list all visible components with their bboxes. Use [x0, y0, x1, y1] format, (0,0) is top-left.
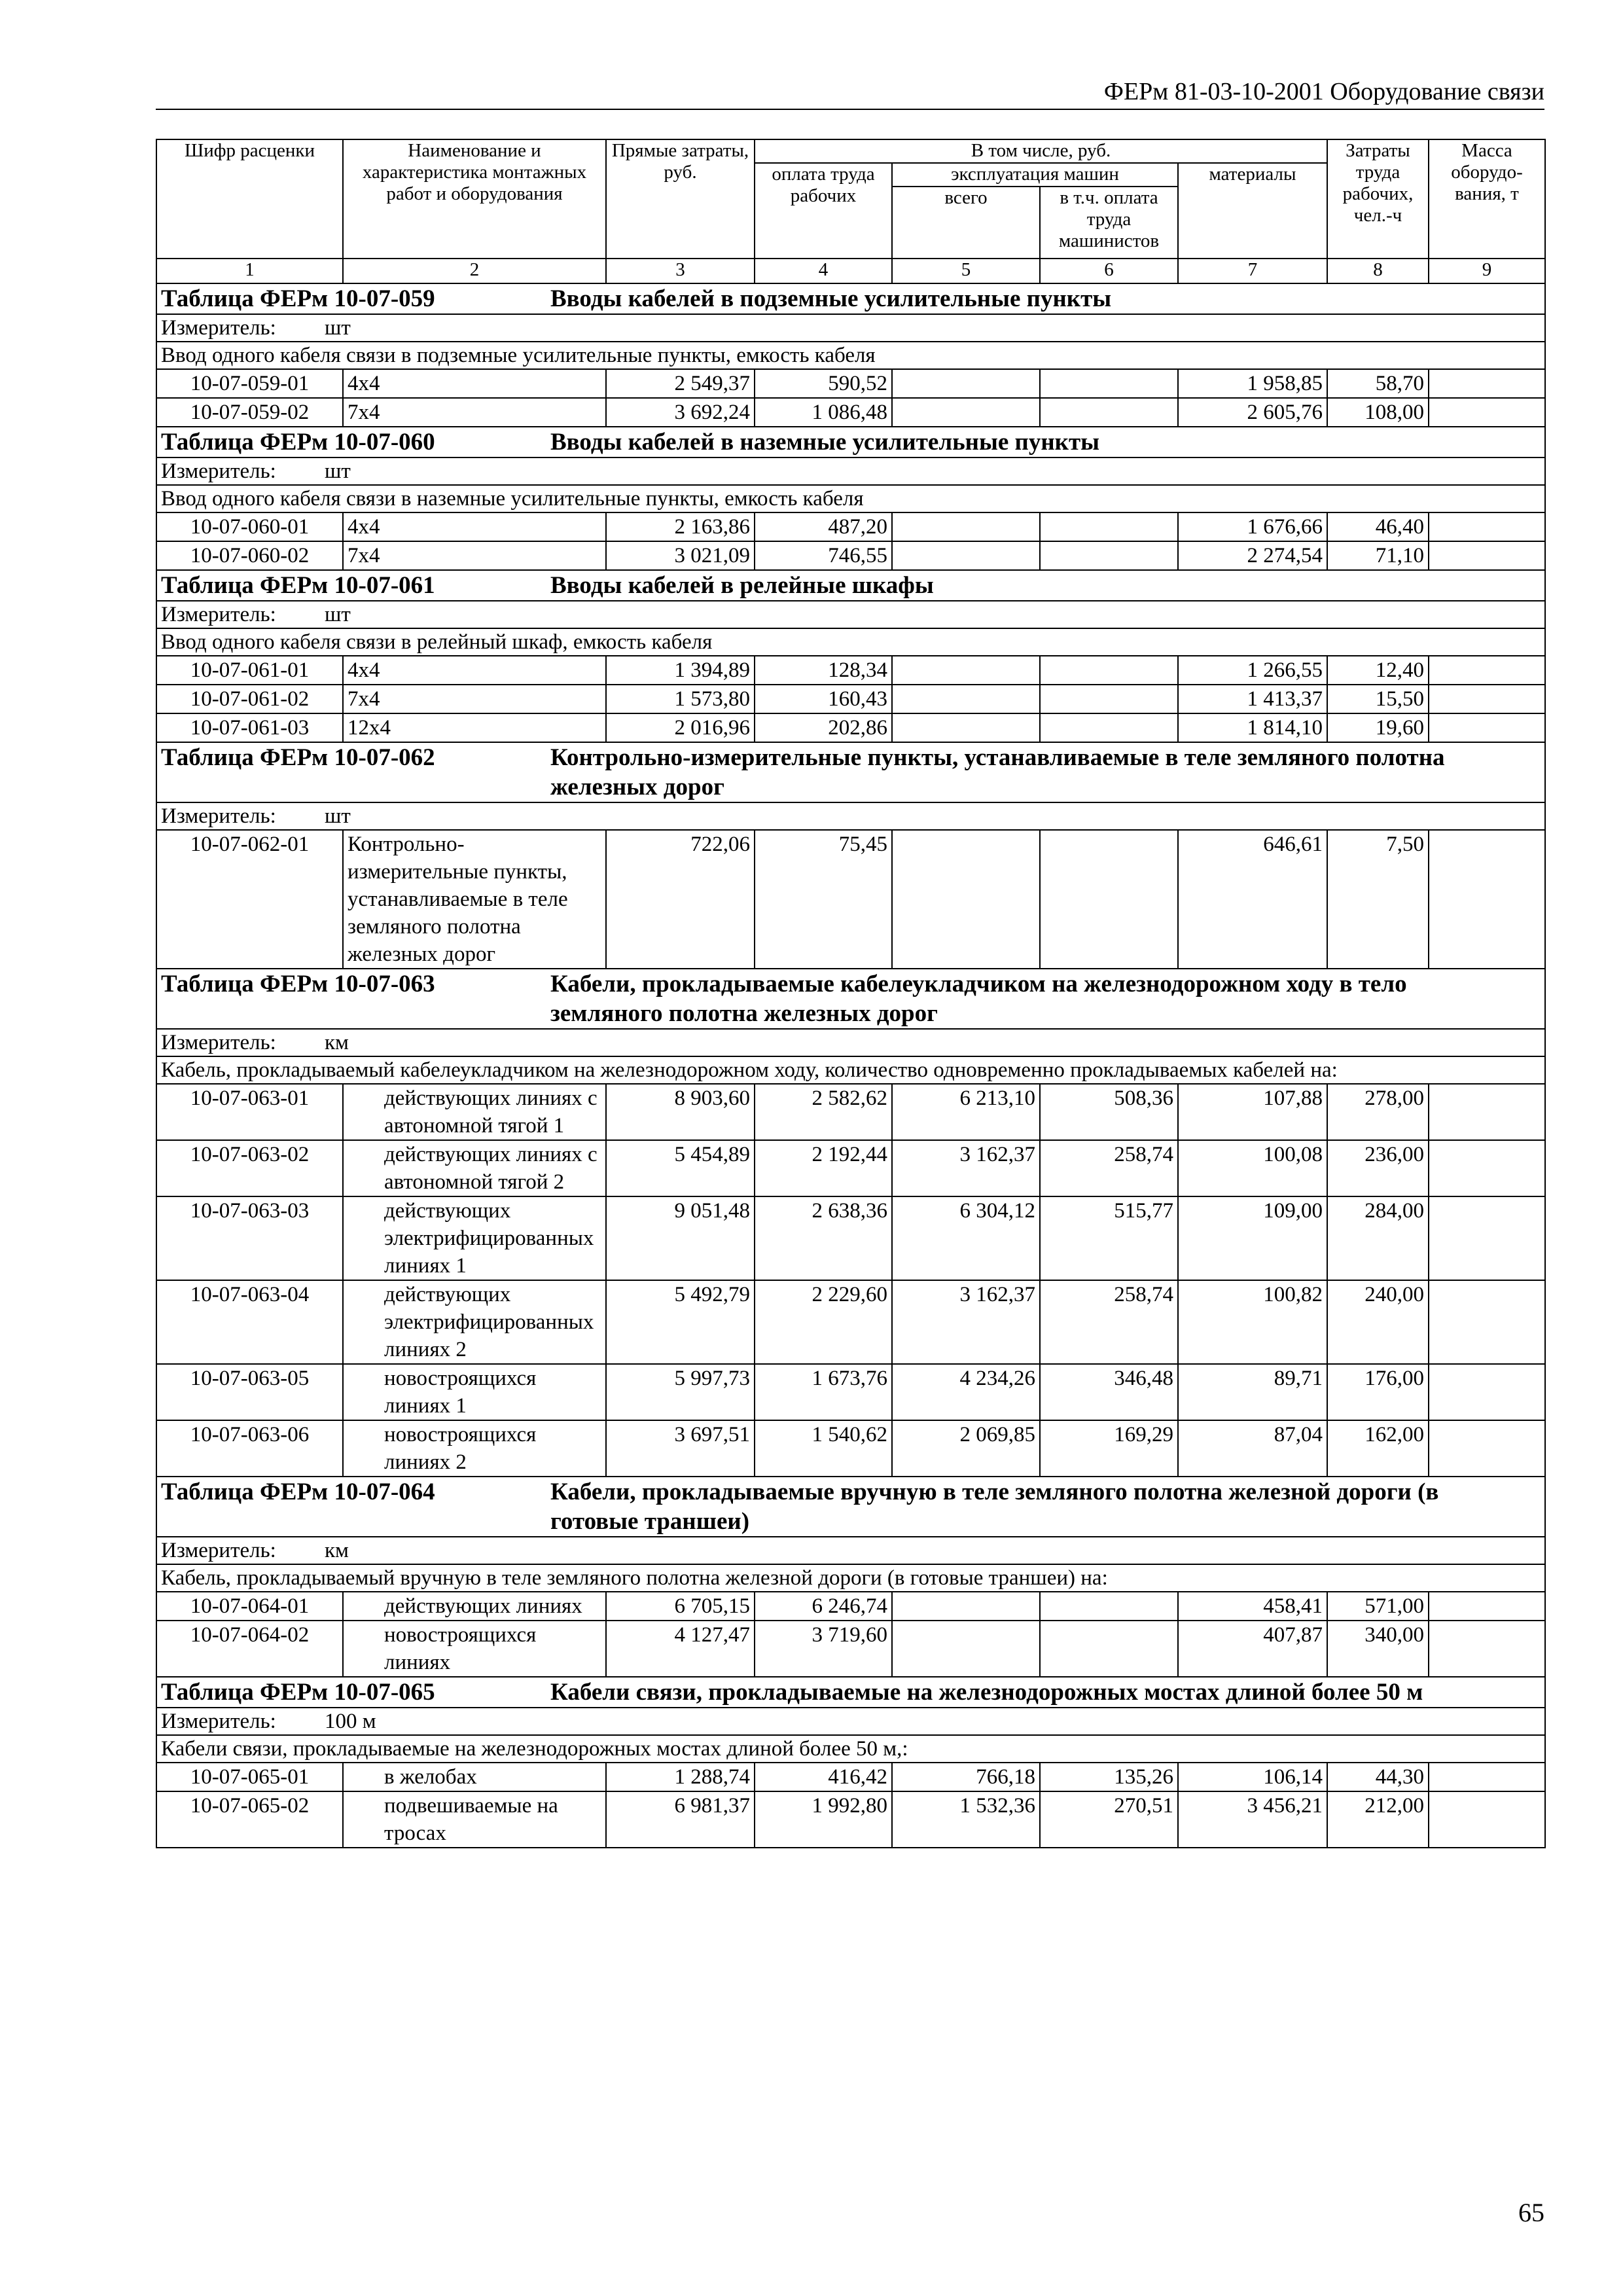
row-code: 10-07-064-01: [156, 1592, 343, 1621]
row-materials: 1 266,55: [1178, 656, 1327, 685]
table-code: Таблица ФЕРм 10-07-063: [161, 971, 435, 997]
row-direct-cost: 3 021,09: [606, 541, 755, 570]
row-labor-pay: 160,43: [755, 685, 892, 713]
row-machinist-pay: 515,77: [1040, 1196, 1178, 1280]
table-title: Контрольно-измерительные пункты, устанавливаемые в теле земляного полотна железных дорог: [550, 744, 1445, 800]
column-number: 3: [606, 259, 755, 283]
row-machinist-pay: 169,29: [1040, 1420, 1178, 1477]
table-row: [156, 1763, 1545, 1791]
row-labor-pay: 1 992,80: [755, 1791, 892, 1848]
table-title: Кабели связи, прокладываемые на железнодорожных мостах длиной более 50 м: [550, 1679, 1423, 1706]
row-mass: [1429, 656, 1545, 685]
table-row: [156, 685, 1545, 713]
table-description: Кабели связи, прокладываемые на железнодорожных мостах длиной более 50 м,:: [156, 1735, 1545, 1763]
col-incl-header: В том числе, руб.: [755, 139, 1327, 163]
row-machines-total: 3 162,37: [892, 1140, 1040, 1196]
row-machinist-pay: [1040, 541, 1178, 570]
row-name: новостроящихся линиях: [343, 1621, 606, 1677]
col-labor-cost-header: Затраты труда рабочих, чел.-ч: [1327, 139, 1429, 259]
row-labor-pay: 2 229,60: [755, 1280, 892, 1364]
row-direct-cost: 2 163,86: [606, 512, 755, 541]
row-labor-hours: 15,50: [1327, 685, 1429, 713]
row-name: действующих линиях с автономной тягой 1: [343, 1084, 606, 1140]
row-machinist-pay: 508,36: [1040, 1084, 1178, 1140]
meter-label: Измеритель:: [161, 316, 276, 340]
row-machines-total: 1 532,36: [892, 1791, 1040, 1848]
row-labor-hours: 284,00: [1327, 1196, 1429, 1280]
table-row: [156, 369, 1545, 398]
rates-table: [156, 139, 1546, 1848]
row-labor-hours: 176,00: [1327, 1364, 1429, 1420]
row-name: новостроящихся линиях 1: [343, 1364, 606, 1420]
table-row: [156, 830, 1545, 969]
row-code: 10-07-061-03: [156, 713, 343, 742]
row-labor-hours: 71,10: [1327, 541, 1429, 570]
description-row: [156, 485, 1545, 512]
meter-unit: 100 м: [325, 1710, 376, 1733]
table-row: [156, 541, 1545, 570]
row-materials: 646,61: [1178, 830, 1327, 969]
row-mass: [1429, 1084, 1545, 1140]
row-materials: 87,04: [1178, 1420, 1327, 1477]
row-machines-total: 3 162,37: [892, 1280, 1040, 1364]
row-labor-pay: 75,45: [755, 830, 892, 969]
row-labor-pay: 416,42: [755, 1763, 892, 1791]
table-row: [156, 1420, 1545, 1477]
row-direct-cost: 8 903,60: [606, 1084, 755, 1140]
table-title: Кабели, прокладываемые вручную в теле земляного полотна железной дороги (в готовые траншеи): [550, 1479, 1439, 1535]
column-number: 8: [1327, 259, 1429, 283]
row-machines-total: [892, 369, 1040, 398]
table-code: Таблица ФЕРм 10-07-064: [161, 1479, 435, 1505]
row-mass: [1429, 1763, 1545, 1791]
table-title-row: [156, 427, 1545, 457]
row-labor-hours: 44,30: [1327, 1763, 1429, 1791]
table-row: [156, 512, 1545, 541]
row-name: действующих линиях с автономной тягой 2: [343, 1140, 606, 1196]
column-numbers-row: [156, 259, 1545, 283]
row-machines-total: [892, 656, 1040, 685]
meter-row: [156, 314, 1545, 342]
row-direct-cost: 3 692,24: [606, 398, 755, 427]
table-row: [156, 1364, 1545, 1420]
meter-unit: шт: [325, 459, 351, 483]
row-materials: 3 456,21: [1178, 1791, 1327, 1848]
row-labor-pay: 2 582,62: [755, 1084, 892, 1140]
table-title-row: [156, 283, 1545, 314]
table-row: [156, 1140, 1545, 1196]
row-mass: [1429, 1592, 1545, 1621]
column-number: 5: [892, 259, 1040, 283]
row-direct-cost: 5 997,73: [606, 1364, 755, 1420]
row-labor-pay: 2 638,36: [755, 1196, 892, 1280]
table-row: [156, 713, 1545, 742]
table-title-row: [156, 570, 1545, 601]
row-labor-pay: 2 192,44: [755, 1140, 892, 1196]
row-code: 10-07-064-02: [156, 1621, 343, 1677]
row-direct-cost: 2 016,96: [606, 713, 755, 742]
meter-label: Измеритель:: [161, 1031, 276, 1054]
table-description: Кабель, прокладываемый вручную в теле земляного полотна железной дороги (в готовые траншеи) на:: [156, 1564, 1545, 1592]
row-materials: 2 274,54: [1178, 541, 1327, 570]
column-number: 1: [156, 259, 343, 283]
row-materials: 100,08: [1178, 1140, 1327, 1196]
meter-unit: км: [325, 1539, 349, 1562]
table-code: Таблица ФЕРм 10-07-061: [161, 572, 435, 599]
meter-unit: км: [325, 1031, 349, 1054]
row-name: в желобах: [343, 1763, 606, 1791]
row-direct-cost: 1 573,80: [606, 685, 755, 713]
table-row: [156, 398, 1545, 427]
row-machinist-pay: [1040, 685, 1178, 713]
description-row: [156, 1564, 1545, 1592]
row-labor-pay: 202,86: [755, 713, 892, 742]
row-machines-total: [892, 512, 1040, 541]
row-name: 12x4: [343, 713, 606, 742]
row-mass: [1429, 685, 1545, 713]
meter-unit: шт: [325, 603, 351, 626]
row-machinist-pay: 258,74: [1040, 1140, 1178, 1196]
table-description: Кабель, прокладываемый кабелеукладчиком на железнодорожном ходу, количество одновременно прокладываемых кабелей на:: [156, 1056, 1545, 1084]
row-mass: [1429, 1140, 1545, 1196]
row-code: 10-07-060-02: [156, 541, 343, 570]
row-materials: 407,87: [1178, 1621, 1327, 1677]
row-machines-total: 4 234,26: [892, 1364, 1040, 1420]
row-code: 10-07-065-01: [156, 1763, 343, 1791]
row-labor-pay: 3 719,60: [755, 1621, 892, 1677]
row-name: действующих линиях: [343, 1592, 606, 1621]
row-mass: [1429, 1791, 1545, 1848]
row-mass: [1429, 541, 1545, 570]
row-direct-cost: 4 127,47: [606, 1621, 755, 1677]
row-name: действующих электрифицированных линиях 1: [343, 1196, 606, 1280]
row-mass: [1429, 398, 1545, 427]
col-machines-header: эксплуатация машин: [892, 163, 1178, 187]
meter-row: [156, 457, 1545, 485]
table-title-row: [156, 1477, 1545, 1537]
column-number: 6: [1040, 259, 1178, 283]
table-description: Ввод одного кабеля связи в наземные усилительные пункты, емкость кабеля: [156, 485, 1545, 512]
meter-row: [156, 1708, 1545, 1735]
row-mass: [1429, 713, 1545, 742]
row-labor-hours: 58,70: [1327, 369, 1429, 398]
row-direct-cost: 6 981,37: [606, 1791, 755, 1848]
row-machines-total: 766,18: [892, 1763, 1040, 1791]
col-machines-total-header: всего: [892, 187, 1040, 259]
row-code: 10-07-063-03: [156, 1196, 343, 1280]
row-name: 4x4: [343, 656, 606, 685]
row-code: 10-07-061-01: [156, 656, 343, 685]
row-materials: 89,71: [1178, 1364, 1327, 1420]
row-machines-total: [892, 398, 1040, 427]
row-machinist-pay: 346,48: [1040, 1364, 1178, 1420]
meter-unit: шт: [325, 316, 351, 340]
table-row: [156, 1592, 1545, 1621]
row-name: 4x4: [343, 512, 606, 541]
meter-row: [156, 1537, 1545, 1564]
row-machinist-pay: [1040, 1621, 1178, 1677]
row-labor-pay: 590,52: [755, 369, 892, 398]
row-machines-total: 6 213,10: [892, 1084, 1040, 1140]
row-materials: 1 814,10: [1178, 713, 1327, 742]
column-number: 9: [1429, 259, 1545, 283]
row-machinist-pay: 258,74: [1040, 1280, 1178, 1364]
row-name: действующих электрифицированных линиях 2: [343, 1280, 606, 1364]
row-direct-cost: 5 454,89: [606, 1140, 755, 1196]
row-labor-hours: 278,00: [1327, 1084, 1429, 1140]
row-materials: 2 605,76: [1178, 398, 1327, 427]
row-labor-pay: 1 540,62: [755, 1420, 892, 1477]
row-direct-cost: 5 492,79: [606, 1280, 755, 1364]
header-rule: [156, 109, 1544, 110]
table-description: Ввод одного кабеля связи в подземные усилительные пункты, емкость кабеля: [156, 342, 1545, 369]
row-mass: [1429, 369, 1545, 398]
row-materials: 100,82: [1178, 1280, 1327, 1364]
row-machines-total: 6 304,12: [892, 1196, 1040, 1280]
row-code: 10-07-059-01: [156, 369, 343, 398]
row-direct-cost: 3 697,51: [606, 1420, 755, 1477]
row-direct-cost: 2 549,37: [606, 369, 755, 398]
row-machinist-pay: [1040, 656, 1178, 685]
row-mass: [1429, 512, 1545, 541]
row-labor-pay: 128,34: [755, 656, 892, 685]
page-number: 65: [1518, 2198, 1544, 2227]
row-labor-hours: 19,60: [1327, 713, 1429, 742]
row-labor-hours: 571,00: [1327, 1592, 1429, 1621]
description-row: [156, 1056, 1545, 1084]
row-code: 10-07-059-02: [156, 398, 343, 427]
row-name: 7x4: [343, 541, 606, 570]
running-header: ФЕРм 81-03-10-2001 Оборудование связи: [1103, 78, 1544, 105]
row-code: 10-07-063-04: [156, 1280, 343, 1364]
row-materials: 1 958,85: [1178, 369, 1327, 398]
table-title-row: [156, 969, 1545, 1029]
row-labor-hours: 236,00: [1327, 1140, 1429, 1196]
description-row: [156, 1735, 1545, 1763]
row-direct-cost: 6 705,15: [606, 1592, 755, 1621]
row-code: 10-07-063-06: [156, 1420, 343, 1477]
row-name: 7x4: [343, 398, 606, 427]
table-title: Кабели, прокладываемые кабелеукладчиком на железнодорожном ходу в тело земляного полотна железных дорог: [550, 971, 1407, 1027]
row-materials: 1 413,37: [1178, 685, 1327, 713]
row-mass: [1429, 1364, 1545, 1420]
description-row: [156, 628, 1545, 656]
column-number: 7: [1178, 259, 1327, 283]
row-labor-hours: 240,00: [1327, 1280, 1429, 1364]
row-labor-hours: 162,00: [1327, 1420, 1429, 1477]
row-labor-pay: 6 246,74: [755, 1592, 892, 1621]
table-body: [156, 283, 1545, 1848]
meter-label: Измеритель:: [161, 1710, 276, 1733]
row-machinist-pay: [1040, 713, 1178, 742]
row-labor-pay: 1 673,76: [755, 1364, 892, 1420]
row-machines-total: [892, 541, 1040, 570]
row-code: 10-07-063-02: [156, 1140, 343, 1196]
row-name: 4x4: [343, 369, 606, 398]
row-machines-total: [892, 685, 1040, 713]
table-code: Таблица ФЕРм 10-07-065: [161, 1679, 435, 1706]
row-machinist-pay: 270,51: [1040, 1791, 1178, 1848]
table-row: [156, 1084, 1545, 1140]
row-name: Контрольно-измерительные пункты, устанавливаемые в теле земляного полотна железных дорог: [343, 830, 606, 969]
meter-label: Измеритель:: [161, 603, 276, 626]
row-machinist-pay: [1040, 398, 1178, 427]
meter-label: Измеритель:: [161, 459, 276, 483]
row-direct-cost: 1 394,89: [606, 656, 755, 685]
col-mass-header: Масса оборудо-вания, т: [1429, 139, 1545, 259]
row-code: 10-07-062-01: [156, 830, 343, 969]
row-direct-cost: 1 288,74: [606, 1763, 755, 1791]
table-row: [156, 1196, 1545, 1280]
table-row: [156, 1791, 1545, 1848]
row-labor-hours: 7,50: [1327, 830, 1429, 969]
row-machines-total: [892, 830, 1040, 969]
row-machines-total: [892, 1592, 1040, 1621]
row-machines-total: [892, 1621, 1040, 1677]
row-labor-hours: 212,00: [1327, 1791, 1429, 1848]
table-title: Вводы кабелей в подземные усилительные пункты: [550, 285, 1112, 312]
row-code: 10-07-060-01: [156, 512, 343, 541]
column-number: 2: [343, 259, 606, 283]
row-code: 10-07-061-02: [156, 685, 343, 713]
row-code: 10-07-065-02: [156, 1791, 343, 1848]
row-materials: 106,14: [1178, 1763, 1327, 1791]
row-labor-pay: 746,55: [755, 541, 892, 570]
table-code: Таблица ФЕРм 10-07-060: [161, 429, 435, 456]
row-direct-cost: 9 051,48: [606, 1196, 755, 1280]
row-machinist-pay: [1040, 830, 1178, 969]
table-description: Ввод одного кабеля связи в релейный шкаф, емкость кабеля: [156, 628, 1545, 656]
table-row: [156, 656, 1545, 685]
table-title-row: [156, 742, 1545, 802]
row-mass: [1429, 1420, 1545, 1477]
row-labor-hours: 340,00: [1327, 1621, 1429, 1677]
description-row: [156, 342, 1545, 369]
col-code-header: Шифр расценки: [156, 139, 343, 259]
table-row: [156, 1280, 1545, 1364]
meter-label: Измеритель:: [161, 1539, 276, 1562]
row-machines-total: [892, 713, 1040, 742]
row-machines-total: 2 069,85: [892, 1420, 1040, 1477]
row-name: 7x4: [343, 685, 606, 713]
row-direct-cost: 722,06: [606, 830, 755, 969]
row-code: 10-07-063-01: [156, 1084, 343, 1140]
row-machinist-pay: [1040, 1592, 1178, 1621]
table-code: Таблица ФЕРм 10-07-059: [161, 285, 435, 312]
row-machinist-pay: [1040, 512, 1178, 541]
row-materials: 458,41: [1178, 1592, 1327, 1621]
col-machinist-pay-header: в т.ч. оплата труда машинистов: [1040, 187, 1178, 259]
col-labor-pay-header: оплата труда рабочих: [755, 163, 892, 259]
row-labor-hours: 46,40: [1327, 512, 1429, 541]
row-labor-pay: 487,20: [755, 512, 892, 541]
row-machinist-pay: [1040, 369, 1178, 398]
row-name: подвешиваемые на тросах: [343, 1791, 606, 1848]
row-materials: 107,88: [1178, 1084, 1327, 1140]
row-mass: [1429, 1621, 1545, 1677]
meter-row: [156, 1029, 1545, 1056]
table-code: Таблица ФЕРм 10-07-062: [161, 744, 435, 771]
col-direct-header: Прямые затраты, руб.: [606, 139, 755, 259]
row-code: 10-07-063-05: [156, 1364, 343, 1420]
col-name-header: Наименование и характеристика монтажных работ и оборудования: [343, 139, 606, 259]
meter-unit: шт: [325, 804, 351, 828]
row-materials: 1 676,66: [1178, 512, 1327, 541]
row-labor-hours: 108,00: [1327, 398, 1429, 427]
table-row: [156, 1621, 1545, 1677]
row-labor-hours: 12,40: [1327, 656, 1429, 685]
table-title: Вводы кабелей в релейные шкафы: [550, 572, 934, 599]
meter-row: [156, 802, 1545, 830]
row-materials: 109,00: [1178, 1196, 1327, 1280]
col-materials-header: материалы: [1178, 163, 1327, 259]
row-labor-pay: 1 086,48: [755, 398, 892, 427]
row-mass: [1429, 1280, 1545, 1364]
table-title-row: [156, 1677, 1545, 1708]
row-name: новостроящихся линиях 2: [343, 1420, 606, 1477]
row-mass: [1429, 830, 1545, 969]
table-title: Вводы кабелей в наземные усилительные пункты: [550, 429, 1100, 456]
column-number: 4: [755, 259, 892, 283]
row-mass: [1429, 1196, 1545, 1280]
row-machinist-pay: 135,26: [1040, 1763, 1178, 1791]
meter-row: [156, 601, 1545, 628]
meter-label: Измеритель:: [161, 804, 276, 828]
